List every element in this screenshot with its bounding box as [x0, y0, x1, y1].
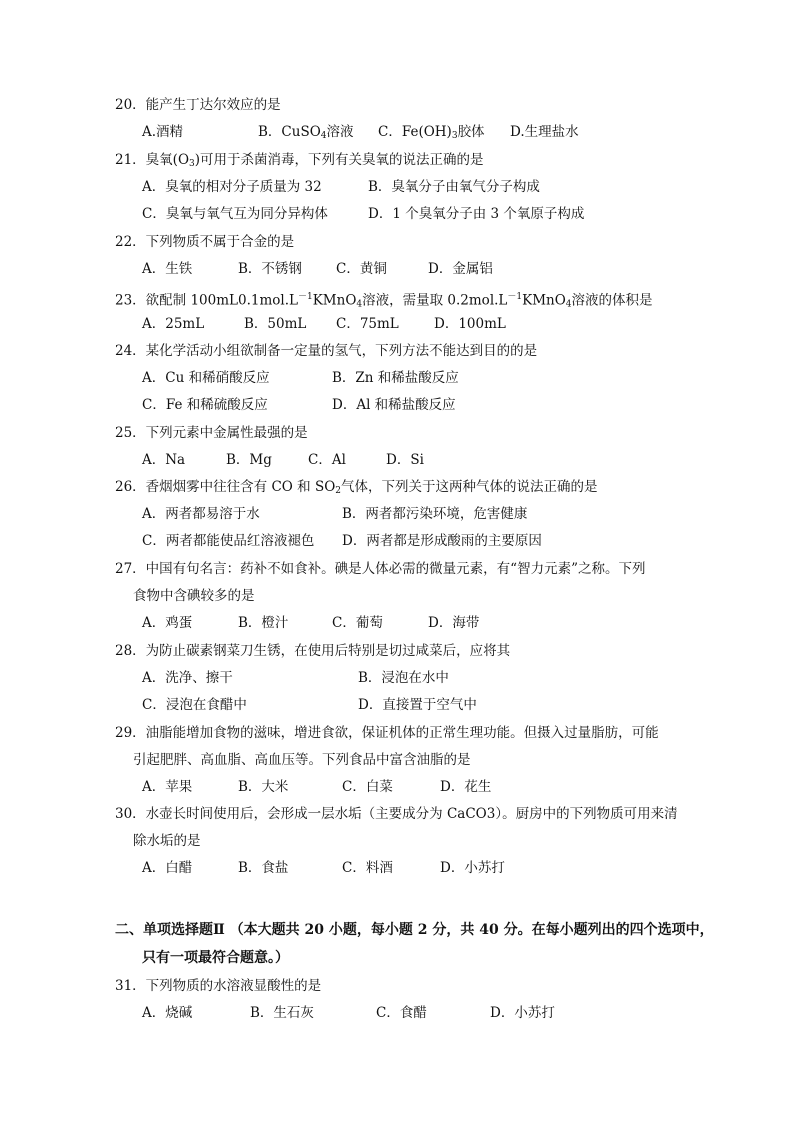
question-26-option-b: B．两者都污染环境，危害健康	[342, 506, 528, 522]
question-20-option-c: C．$Fe(OH)_3$胶体	[378, 124, 485, 141]
question-21-stem: 21．臭氧$(O_3)$可用于杀菌消毒，下列有关臭氧的说法正确的是	[115, 152, 484, 169]
question-21-option-d: D．1 个臭氧分子由 3 个氧原子构成	[368, 206, 585, 222]
question-31-option-c: C．食醋	[376, 1005, 427, 1021]
question-29-stem-line2: 引起肥胖、高血脂、高血压等。下列食品中富含油脂的是	[133, 752, 471, 768]
question-27-option-c: C．葡萄	[332, 615, 383, 631]
question-26-option-a: A．两者都易溶于水	[142, 506, 260, 522]
question-24-stem: 24．某化学活动小组欲制备一定量的氢气，下列方法不能达到目的的是	[115, 343, 538, 359]
question-24-option-b: B．Zn 和稀盐酸反应	[332, 370, 459, 386]
question-24-option-d: D．Al 和稀盐酸反应	[332, 397, 456, 413]
question-30-option-a: A．白醋	[142, 860, 193, 876]
question-20-option-b: B．CuSO$_4$溶液	[258, 124, 354, 141]
question-29-option-d: D．花生	[440, 779, 492, 795]
question-22-option-b: B．不锈钢	[238, 261, 302, 277]
question-25-option-a: A．Na	[142, 452, 186, 468]
question-22-option-a: A．生铁	[142, 261, 193, 277]
question-28-stem: 28．为防止碳素钢菜刀生锈，在使用后特别是切过咸菜后，应将其	[115, 643, 511, 659]
question-23-option-a: A．25mL	[142, 316, 205, 332]
question-21-option-a: A．臭氧的相对分子质量为 32	[142, 179, 322, 195]
question-21-option-c: C．臭氧与氧气互为同分异构体	[142, 206, 328, 222]
question-22-option-c: C．黄铜	[336, 261, 387, 277]
question-20-option-d: D.生理盐水	[510, 124, 579, 140]
question-25-option-d: D．Si	[386, 452, 424, 468]
question-27-option-b: B．橙汁	[238, 615, 289, 631]
question-30-option-c: C．料酒	[342, 860, 393, 876]
question-26-option-d: D．两者都是形成酸雨的主要原因	[342, 533, 542, 549]
question-27-option-d: D．海带	[428, 615, 480, 631]
question-25-option-c: C．Al	[308, 452, 346, 468]
question-29-stem-line1: 29．油脂能增加食物的滋味，增进食欲，保证机体的正常生理功能。但摄入过量脂肪，可能	[115, 725, 659, 741]
question-23-stem: 23．欲配制 $100mL0.1mol.L^{-1}KMnO_4$溶液，需量取 $0.2mol.L^{-1}KMnO_4$溶液的体积是	[115, 292, 653, 310]
question-29-option-b: B．大米	[238, 779, 289, 795]
section-2-heading-line1: 二、单项选择题Ⅱ （本大题共 20 小题，每小题 2 分，共 40 分。在每小题列出的四个选项中，	[115, 922, 714, 938]
question-23-option-c: C．75mL	[336, 316, 399, 332]
question-30-option-d: D．小苏打	[440, 860, 505, 876]
question-27-stem-line2: 食物中含碘较多的是	[133, 588, 255, 604]
question-20-stem: 20．能产生丁达尔效应的是	[115, 97, 281, 113]
question-28-option-c: C．浸泡在食醋中	[142, 697, 247, 713]
question-31-option-b: B．生石灰	[250, 1005, 314, 1021]
question-27-stem-line1: 27．中国有句名言：药补不如食补。碘是人体必需的微量元素，有“智力元素”之称。下列	[115, 561, 646, 577]
question-28-option-d: D．直接置于空气中	[358, 697, 477, 713]
question-25-option-b: B．Mg	[226, 452, 272, 468]
question-30-option-b: B．食盐	[238, 860, 289, 876]
question-27-option-a: A．鸡蛋	[142, 615, 193, 631]
question-24-option-a: A．Cu 和稀硝酸反应	[142, 370, 270, 386]
question-28-option-a: A．洗净、擦干	[142, 670, 233, 686]
question-23-option-d: D．100mL	[434, 316, 506, 332]
question-25-stem: 25．下列元素中金属性最强的是	[115, 425, 308, 441]
question-26-option-c: C．两者都能使品红溶液褪色	[142, 533, 315, 549]
question-29-option-a: A．苹果	[142, 779, 193, 795]
question-21-option-b: B．臭氧分子由氧气分子构成	[368, 179, 540, 195]
question-26-stem: 26．香烟烟雾中往往含有 CO 和 $SO_2$气体，下列关于这两种气体的说法正确的是	[115, 479, 598, 496]
question-31-option-a: A．烧碱	[142, 1005, 193, 1021]
question-29-option-c: C．白菜	[342, 779, 393, 795]
question-30-stem-line1: 30．水壶长时间使用后，会形成一层水垢（主要成分为 CaCO3）。厨房中的下列物质可用来清	[115, 806, 678, 822]
question-28-option-b: B．浸泡在水中	[358, 670, 449, 686]
section-2-heading-line2: 只有一项最符合题意。）	[142, 950, 289, 966]
question-31-option-d: D．小苏打	[490, 1005, 555, 1021]
question-20-option-a: A.酒精	[142, 124, 184, 140]
question-30-stem-line2: 除水垢的是	[133, 833, 201, 849]
question-31-stem: 31．下列物质的水溶液显酸性的是	[115, 978, 322, 994]
question-22-stem: 22．下列物质不属于合金的是	[115, 234, 295, 250]
question-24-option-c: C．Fe 和稀硫酸反应	[142, 397, 268, 413]
question-23-option-b: B．50mL	[244, 316, 307, 332]
question-22-option-d: D．金属铝	[428, 261, 493, 277]
